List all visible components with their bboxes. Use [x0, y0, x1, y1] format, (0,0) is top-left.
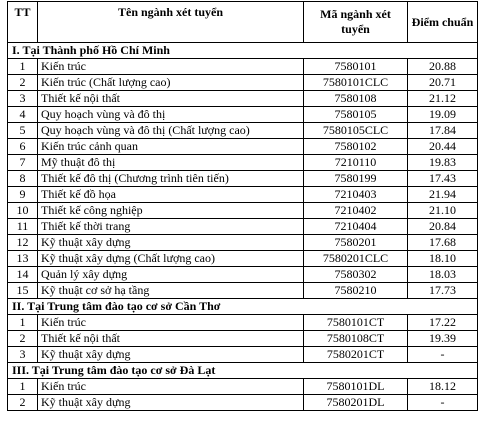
cutoff-score: 18.10 [408, 251, 478, 267]
major-name: Kiến trúc (Chất lượng cao) [38, 75, 304, 91]
cutoff-score: 17.43 [408, 171, 478, 187]
row-number: 3 [8, 347, 38, 363]
cutoff-score: 20.71 [408, 75, 478, 91]
cutoff-score: 17.22 [408, 315, 478, 331]
cutoff-score: 21.10 [408, 203, 478, 219]
table-row [8, 219, 478, 235]
cutoff-score: 18.12 [408, 379, 478, 395]
table-row [8, 75, 478, 91]
major-name: Thiết kế thời trang [38, 219, 304, 235]
major-name: Kỹ thuật xây dựng [38, 235, 304, 251]
major-code: 7580201CLC [304, 251, 408, 267]
cutoff-score: 20.88 [408, 59, 478, 75]
major-code: 7580302 [304, 267, 408, 283]
major-name: Quy hoạch vùng và đô thị [38, 107, 304, 123]
major-code: 7210403 [304, 187, 408, 203]
row-number: 2 [8, 331, 38, 347]
table-row [8, 235, 478, 251]
cutoff-score: 21.12 [408, 91, 478, 107]
cutoff-score: 17.73 [408, 283, 478, 299]
row-number: 1 [8, 59, 38, 75]
row-number: 7 [8, 155, 38, 171]
major-code: 7580108CT [304, 331, 408, 347]
row-number: 9 [8, 187, 38, 203]
table-row [8, 283, 478, 299]
table-row [8, 107, 478, 123]
major-name: Thiết kế nội thất [38, 331, 304, 347]
row-number: 3 [8, 91, 38, 107]
major-code: 7580108 [304, 91, 408, 107]
major-name: Kỹ thuật xây dựng [38, 347, 304, 363]
table-row [8, 251, 478, 267]
section-row [8, 363, 478, 379]
major-name: Thiết kế đô thị (Chương trình tiên tiến) [38, 171, 304, 187]
cutoff-score: 19.39 [408, 331, 478, 347]
row-number: 1 [8, 315, 38, 331]
table-row [8, 331, 478, 347]
admission-scores-table [7, 1, 478, 411]
header-score: Điểm chuẩn [408, 2, 478, 43]
cutoff-score: 17.68 [408, 235, 478, 251]
major-name: Kiến trúc [38, 59, 304, 75]
major-name: Thiết kế đồ họa [38, 187, 304, 203]
major-code: 7580201CT [304, 347, 408, 363]
row-number: 12 [8, 235, 38, 251]
cutoff-score: 20.84 [408, 219, 478, 235]
major-code: 7580199 [304, 171, 408, 187]
table-row [8, 59, 478, 75]
major-name: Thiết kế nội thất [38, 91, 304, 107]
cutoff-score: 19.83 [408, 155, 478, 171]
row-number: 10 [8, 203, 38, 219]
admission-scores-document [7, 1, 477, 411]
section-row [8, 299, 478, 315]
major-name: Quản lý xây dựng [38, 267, 304, 283]
major-name: Kiến trúc [38, 315, 304, 331]
major-name: Thiết kế công nghiệp [38, 203, 304, 219]
row-number: 2 [8, 395, 38, 411]
table-row [8, 155, 478, 171]
table-header-row [8, 2, 478, 43]
row-number: 5 [8, 123, 38, 139]
row-number: 13 [8, 251, 38, 267]
major-name: Kỹ thuật xây dựng [38, 395, 304, 411]
row-number: 14 [8, 267, 38, 283]
section-title: I. Tại Thành phố Hồ Chí Minh [8, 43, 478, 59]
major-code: 7210404 [304, 219, 408, 235]
major-code: 7580105 [304, 107, 408, 123]
table-row [8, 379, 478, 395]
major-code: 7580201DL [304, 395, 408, 411]
major-name: Kỹ thuật xây dựng (Chất lượng cao) [38, 251, 304, 267]
section-title: II. Tại Trung tâm đào tạo cơ sở Cần Thơ [8, 299, 478, 315]
table-row [8, 171, 478, 187]
table-row [8, 91, 478, 107]
section-title: III. Tại Trung tâm đào tạo cơ sở Đà Lạt [8, 363, 478, 379]
table-row [8, 267, 478, 283]
row-number: 1 [8, 379, 38, 395]
table-row [8, 187, 478, 203]
major-code: 7210402 [304, 203, 408, 219]
major-code: 7580101CLC [304, 75, 408, 91]
row-number: 6 [8, 139, 38, 155]
major-code: 7580101CT [304, 315, 408, 331]
cutoff-score: 20.44 [408, 139, 478, 155]
header-tt: TT [8, 2, 38, 43]
table-row [8, 203, 478, 219]
major-code: 7580201 [304, 235, 408, 251]
table-row [8, 347, 478, 363]
cutoff-score: 19.09 [408, 107, 478, 123]
major-code: 7580105CLC [304, 123, 408, 139]
table-row [8, 139, 478, 155]
cutoff-score: - [408, 395, 478, 411]
major-name: Kỹ thuật cơ sở hạ tầng [38, 283, 304, 299]
cutoff-score: 21.94 [408, 187, 478, 203]
header-major-code: Mã ngành xét tuyển [304, 2, 408, 43]
row-number: 2 [8, 75, 38, 91]
cutoff-score: 18.03 [408, 267, 478, 283]
row-number: 15 [8, 283, 38, 299]
major-code: 7580210 [304, 283, 408, 299]
major-name: Kiến trúc [38, 379, 304, 395]
row-number: 4 [8, 107, 38, 123]
section-row [8, 43, 478, 59]
table-row [8, 395, 478, 411]
table-row [8, 123, 478, 139]
header-major-name: Tên ngành xét tuyển [38, 2, 304, 43]
major-code: 7580102 [304, 139, 408, 155]
cutoff-score: - [408, 347, 478, 363]
row-number: 11 [8, 219, 38, 235]
cutoff-score: 17.84 [408, 123, 478, 139]
major-name: Mỹ thuật đô thị [38, 155, 304, 171]
major-code: 7210110 [304, 155, 408, 171]
major-name: Quy hoạch vùng và đô thị (Chất lượng cao) [38, 123, 304, 139]
major-code: 7580101 [304, 59, 408, 75]
table-row [8, 315, 478, 331]
major-name: Kiến trúc cảnh quan [38, 139, 304, 155]
table-body [8, 43, 478, 411]
row-number: 8 [8, 171, 38, 187]
major-code: 7580101DL [304, 379, 408, 395]
